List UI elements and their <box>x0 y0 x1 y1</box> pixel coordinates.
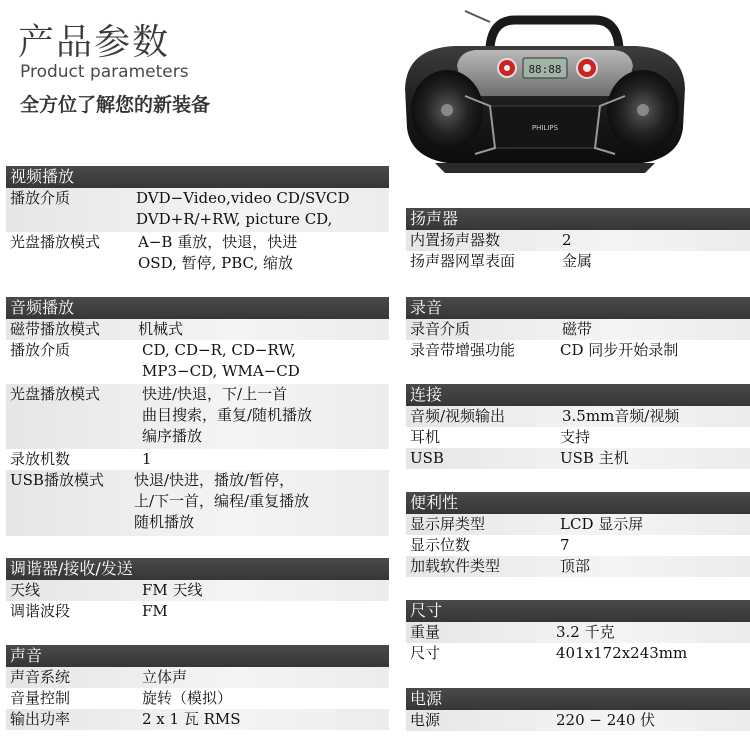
spec-value: 3.2 千克 <box>556 623 615 641</box>
section-title: 扬声器 <box>406 208 750 230</box>
spec-value: 支持 <box>560 428 591 446</box>
spec-key: 加载软件类型 <box>410 557 501 575</box>
spec-value: 旋转（模拟） <box>142 689 233 707</box>
spec-key: 电源 <box>410 711 441 729</box>
spec-key: 录放机数 <box>10 450 71 468</box>
spec-row <box>6 601 389 622</box>
spec-row <box>406 622 750 643</box>
spec-row <box>406 643 750 664</box>
spec-key: USB播放模式 <box>10 471 104 489</box>
spec-row <box>406 251 750 272</box>
spec-key: 显示位数 <box>410 536 471 554</box>
section-title: 连接 <box>406 384 750 406</box>
spec-row <box>406 710 750 731</box>
spec-value: LCD 显示屏 <box>560 515 644 533</box>
spec-key: 声音系统 <box>10 668 71 686</box>
spec-value: 金属 <box>562 252 593 270</box>
spec-key: 光盘播放模式 <box>10 233 101 251</box>
page-title: 产品参数 <box>18 22 171 63</box>
spec-key: 播放介质 <box>10 341 71 359</box>
spec-key: 音量控制 <box>10 689 71 707</box>
spec-key: 输出功率 <box>10 710 71 728</box>
spec-value: 顶部 <box>560 557 591 575</box>
spec-value: CD, CD−R, CD−RW, MP3−CD, WMA−CD <box>142 341 300 380</box>
spec-row <box>406 556 750 577</box>
spec-value: 立体声 <box>142 668 188 686</box>
section-connectivity <box>406 384 750 469</box>
spec-value: 401x172x243mm <box>556 644 688 662</box>
spec-row <box>6 188 389 232</box>
spec-key: 播放介质 <box>10 189 71 207</box>
spec-value: 2 <box>562 231 572 249</box>
spec-key: 尺寸 <box>410 644 441 662</box>
spec-key: 磁带播放模式 <box>10 320 101 338</box>
spec-row <box>6 688 389 709</box>
page-subtitle-english: Product parameters <box>20 62 189 82</box>
section-title: 电源 <box>406 688 750 710</box>
section-video-playback <box>6 166 389 276</box>
section-title: 尺寸 <box>406 600 750 622</box>
spec-key: 调谐波段 <box>10 602 71 620</box>
spec-value: FM 天线 <box>142 581 203 599</box>
spec-row <box>406 406 750 427</box>
spec-key: 重量 <box>410 623 441 641</box>
brand-logo: PHILIPS <box>531 124 559 132</box>
spec-value: 2 x 1 瓦 RMS <box>142 710 241 728</box>
section-power <box>406 688 750 731</box>
spec-value: FM <box>142 602 168 620</box>
spec-row <box>406 319 750 340</box>
spec-row <box>6 470 389 536</box>
spec-value: 快退/快进，播放/暂停， 上/下一首，编程/重复播放 随机播放 <box>134 471 310 531</box>
spec-key: 内置扬声器数 <box>410 231 501 249</box>
spec-key: 显示屏类型 <box>410 515 486 533</box>
spec-row <box>406 448 750 469</box>
spec-value: 220 − 240 伏 <box>556 711 656 729</box>
product-boombox-image <box>395 8 695 178</box>
spec-value: USB 主机 <box>560 449 629 467</box>
spec-value: 1 <box>142 450 152 468</box>
section-title: 声音 <box>6 645 389 667</box>
spec-row <box>6 580 389 601</box>
spec-key: 耳机 <box>410 428 441 446</box>
section-sound <box>6 645 389 730</box>
spec-value: A−B 重放，快退，快进 OSD, 暂停, PBC, 缩放 <box>138 233 298 272</box>
spec-value: DVD−Video,video CD/SVCD DVD+R/+RW, picture CD, <box>136 189 350 228</box>
spec-key: 录音介质 <box>410 320 471 338</box>
spec-row <box>406 230 750 251</box>
section-title: 便利性 <box>406 492 750 514</box>
spec-row <box>6 709 389 730</box>
section-title: 录音 <box>406 297 750 319</box>
section-dimensions <box>406 600 750 664</box>
spec-key: USB <box>410 449 444 467</box>
spec-row <box>6 384 389 449</box>
spec-value: 7 <box>560 536 570 554</box>
spec-row <box>6 667 389 688</box>
section-audio-playback <box>6 297 389 536</box>
spec-row <box>6 340 389 384</box>
spec-row <box>6 319 389 340</box>
spec-row <box>6 232 389 276</box>
spec-row <box>406 340 750 361</box>
section-title: 音频播放 <box>6 297 389 319</box>
spec-row <box>406 535 750 556</box>
spec-row <box>406 514 750 535</box>
section-tuner <box>6 558 389 622</box>
spec-key: 扬声器网罩表面 <box>410 252 516 270</box>
spec-row <box>6 449 389 470</box>
spec-row <box>406 427 750 448</box>
spec-key: 光盘播放模式 <box>10 385 101 403</box>
spec-key: 录音带增强功能 <box>410 341 516 359</box>
section-convenience <box>406 492 750 577</box>
section-recording <box>406 297 750 361</box>
spec-key: 天线 <box>10 581 41 599</box>
spec-value: CD 同步开始录制 <box>560 341 679 359</box>
display-digits: 88:88 <box>528 63 562 76</box>
spec-value: 机械式 <box>138 320 184 338</box>
spec-value: 磁带 <box>562 320 593 338</box>
section-speakers <box>406 208 750 272</box>
spec-value: 快进/快退，下/上一首 曲目搜索，重复/随机播放 编序播放 <box>142 385 313 445</box>
spec-key: 音频/视频输出 <box>410 407 506 425</box>
section-title: 视频播放 <box>6 166 389 188</box>
section-title: 调谐器/接收/发送 <box>6 558 389 580</box>
spec-value: 3.5mm音频/视频 <box>562 407 680 425</box>
page-slogan: 全方位了解您的新装备 <box>20 94 211 116</box>
